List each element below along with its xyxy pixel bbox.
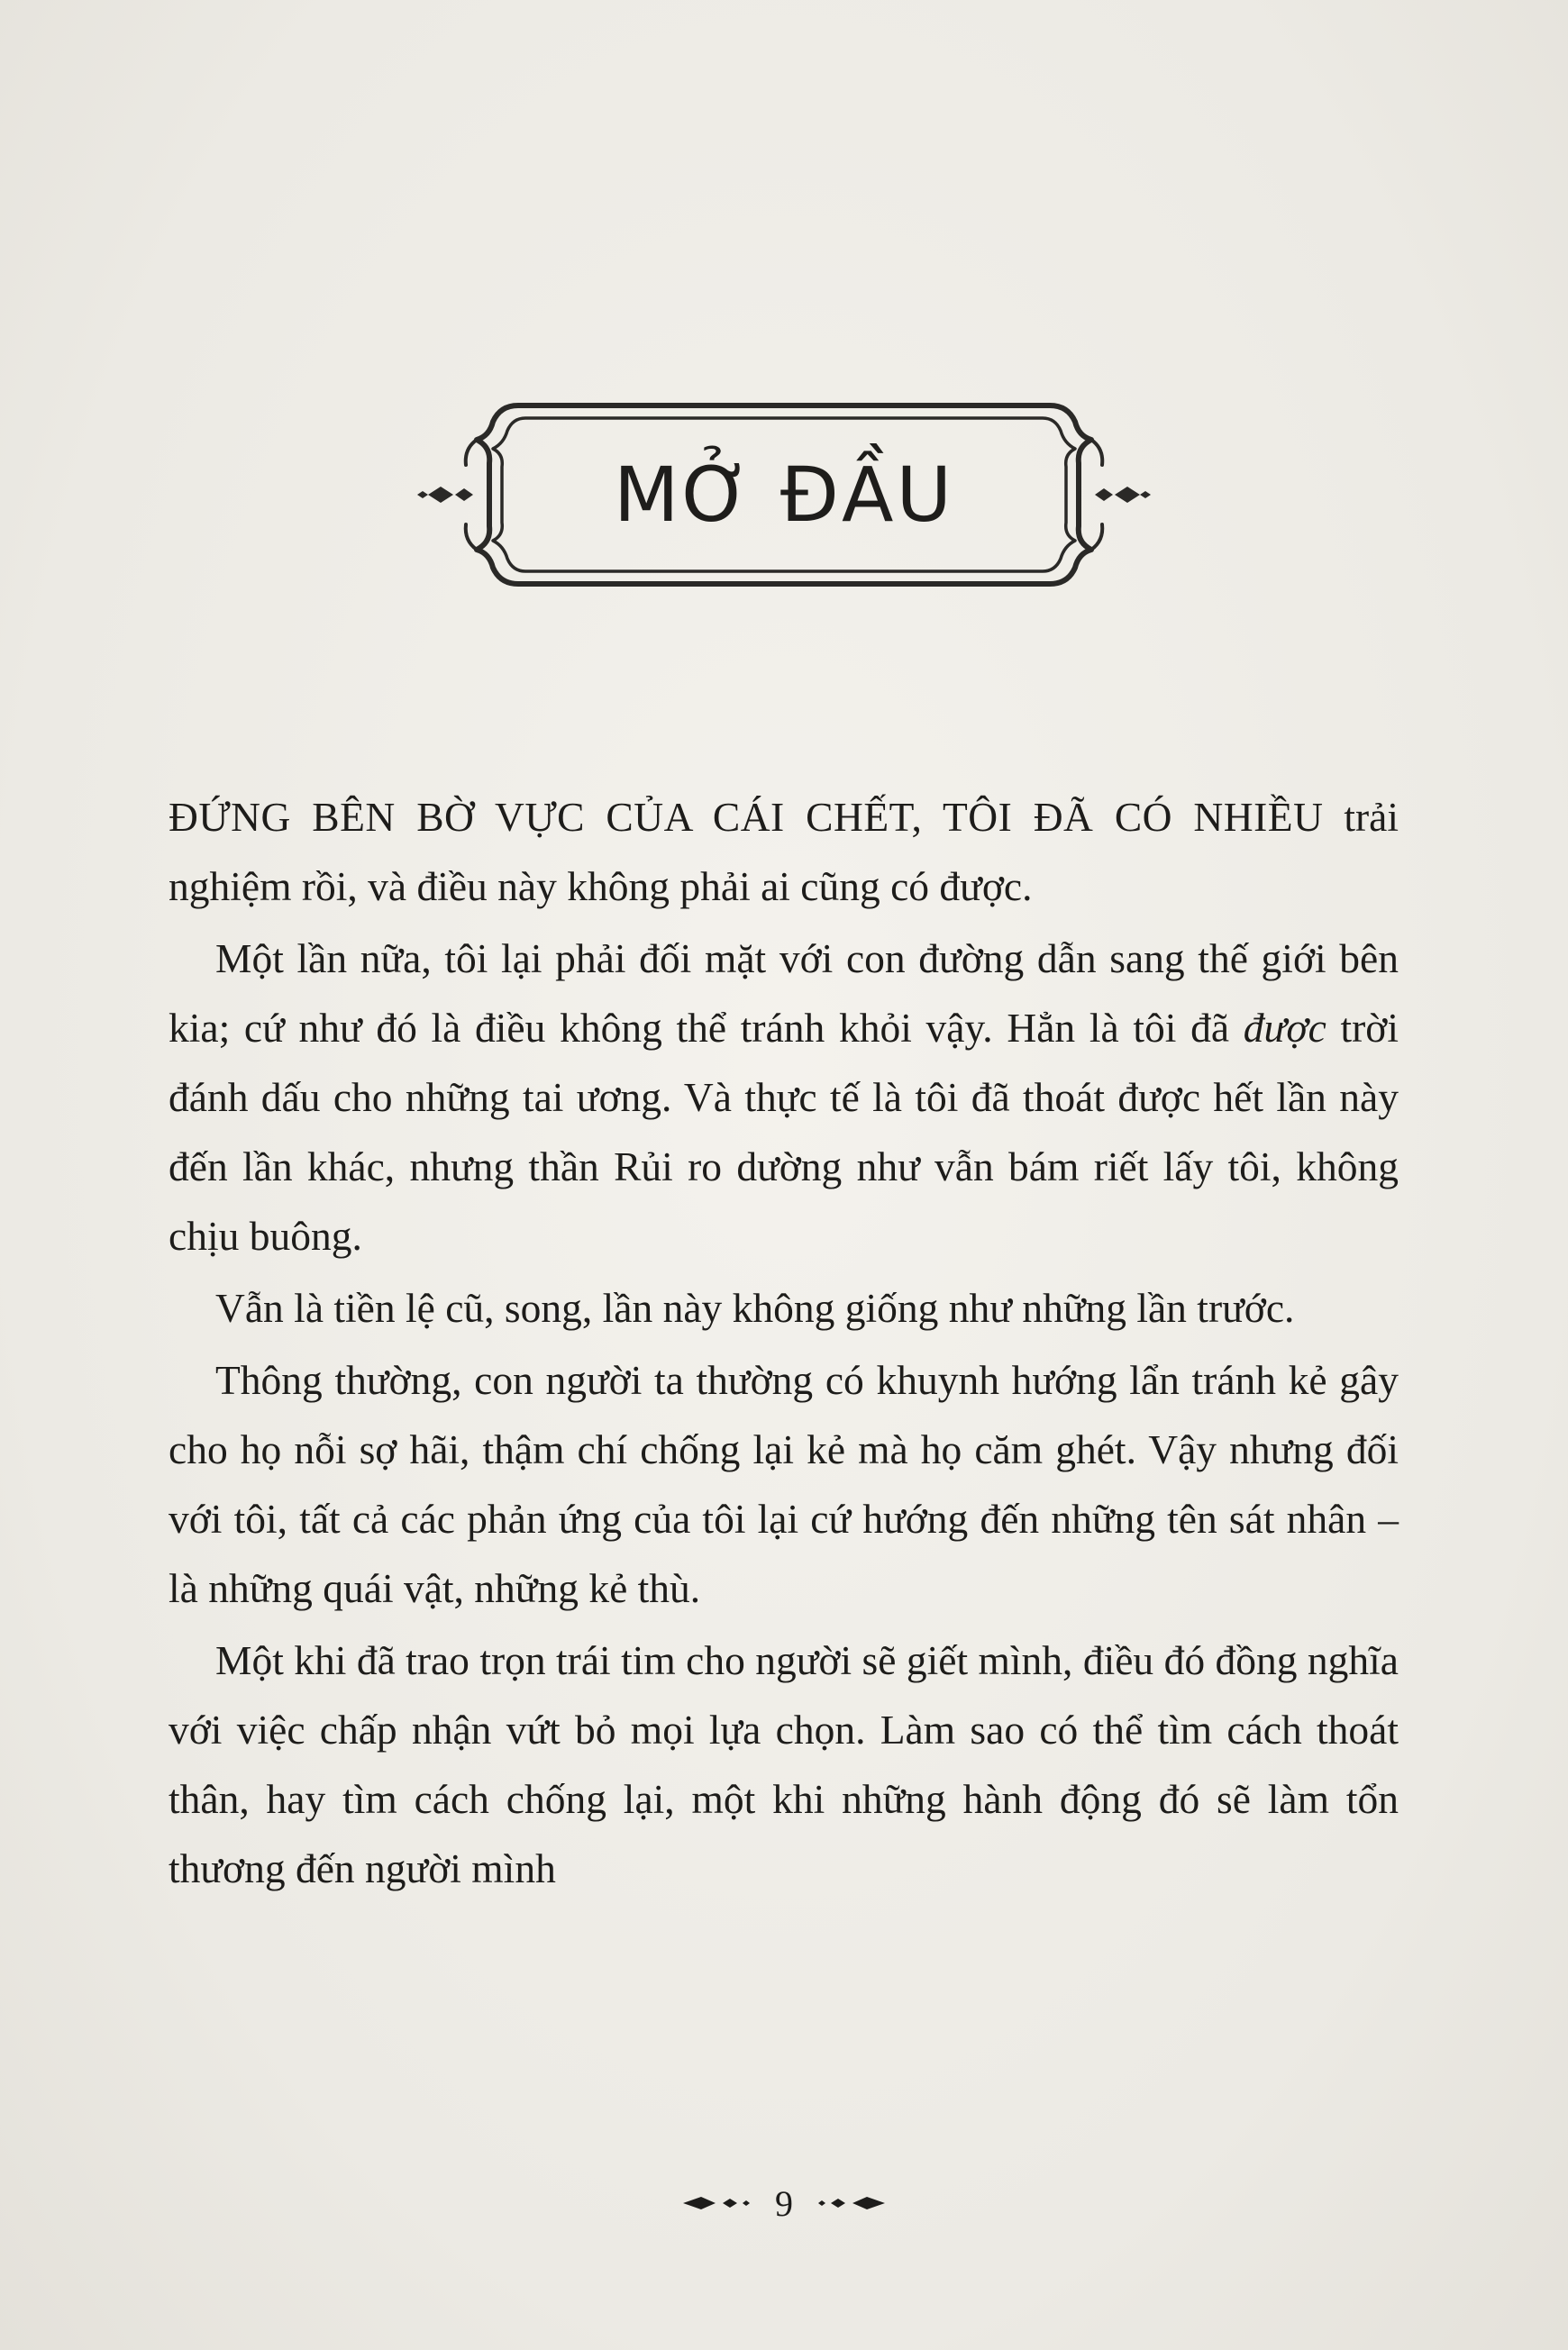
paragraph-1-lead: ĐỨNG BÊN BỜ VỰC CỦA CÁI CHẾT, TÔI ĐÃ CÓ NHIỀU <box>169 794 1324 840</box>
chapter-body <box>169 782 1399 1903</box>
paragraph-5: Một khi đã trao trọn trái tim cho người sẽ giết mình, điều đó đồng nghĩa với việc chấp nhận vứt bỏ mọi lựa chọn. Làm sao có thể tìm cách thoát thân, hay tìm cách chống lại, một khi những hành động đó sẽ làm tổn thương đến người mình <box>169 1637 1399 1891</box>
page-number: 9 <box>775 2182 793 2224</box>
paragraph-3: Vẫn là tiền lệ cũ, song, lần này không giống như những lần trước. <box>215 1285 1295 1331</box>
paragraph-2-after: trời đánh dấu cho những tai ương. Và thực tế là tôi đã thoát được hết lần này đến lần khác, nhưng thần Rủi ro dường như vẫn bám riết lấy tôi, không chịu buông. <box>169 1005 1399 1259</box>
paragraph-2-italic: được <box>1243 1005 1326 1051</box>
page-footer <box>0 2176 1568 2230</box>
paragraph-4: Thông thường, con người ta thường có khuynh hướng lẩn tránh kẻ gây cho họ nỗi sợ hãi, thậm chí chống lại kẻ mà họ căm ghét. Vậy nhưng đối với tôi, tất cả các phản ứng của tôi lại cứ hướng đến những tên sát nhân – là những quái vật, những kẻ thù. <box>169 1357 1399 1611</box>
chapter-title-plaque <box>410 395 1158 595</box>
right-diamond-ornament-icon <box>813 2190 894 2217</box>
paragraph-1-rest: trải nghiệm rồi, và điều này không phải ai cũng có được. <box>169 794 1399 909</box>
left-diamond-ornament-icon <box>674 2190 755 2217</box>
chapter-title: MỞ ĐẦU <box>614 451 954 539</box>
paragraph-1 <box>169 782 1399 921</box>
paragraph-2-before: Một lần nữa, tôi lại phải đối mặt với con đường dẫn sang thế giới bên kia; cứ như đó là điều không thể tránh khỏi vậy. Hẳn là tôi đã <box>169 935 1399 1051</box>
paragraph-2 <box>169 924 1399 1271</box>
